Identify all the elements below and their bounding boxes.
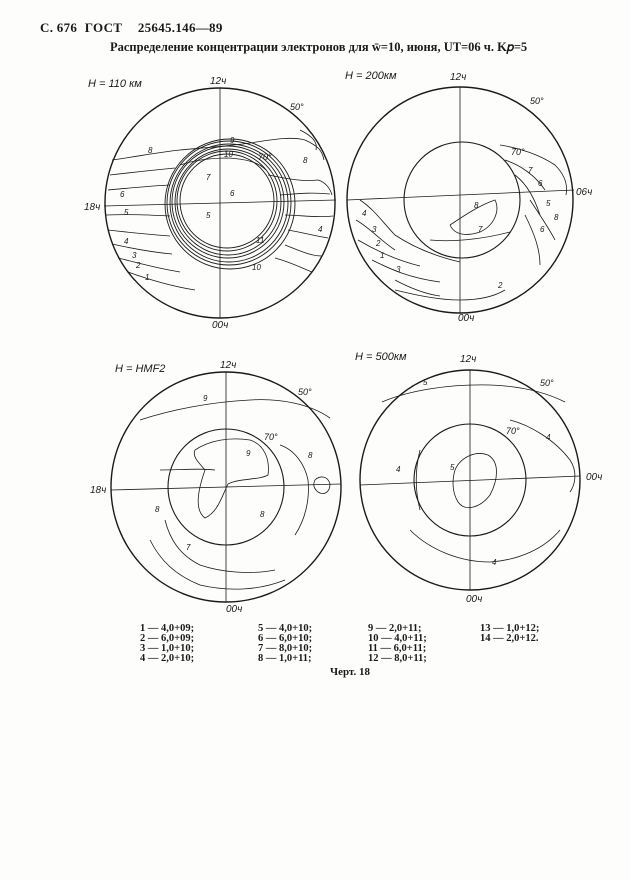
p1-label-7: 7 bbox=[206, 173, 211, 182]
figure-caption: Черт. 18 bbox=[330, 666, 371, 678]
panel-hmf2-lat-outer: 50° bbox=[298, 387, 312, 397]
p1-label-9: 9 bbox=[230, 136, 235, 145]
legend-entry: 8 — 1,0+11; bbox=[258, 653, 312, 664]
panel-h200-label: H = 200км bbox=[345, 70, 397, 82]
panel-h500-lat-inner: 70° bbox=[506, 426, 520, 436]
standard-name: ГОСТ bbox=[84, 20, 123, 35]
p1-label-6b: 6 bbox=[120, 190, 125, 199]
panel-h110-hour-top: 12ч bbox=[210, 76, 227, 87]
p3-label-7: 7 bbox=[186, 543, 191, 552]
p2-label-6b: 6 bbox=[540, 225, 545, 234]
panel-h200-lat-inner: 70° bbox=[511, 147, 525, 157]
legend bbox=[140, 624, 560, 664]
p1-label-2: 2 bbox=[136, 261, 141, 270]
p4-label-4b: 4 bbox=[396, 465, 401, 474]
panel-h110-label: H = 110 км bbox=[88, 78, 142, 90]
panel-hmf2-hour-left: 18ч bbox=[90, 485, 107, 496]
panel-h110-lat-inner: 70° bbox=[258, 152, 272, 162]
page-number: С. 676 bbox=[40, 20, 78, 35]
panel-h110-lat-outer: 50° bbox=[290, 102, 304, 112]
p1-label-10b: 10 bbox=[252, 263, 261, 272]
panel-h200-terminator bbox=[347, 190, 574, 200]
p1-label-4: 4 bbox=[124, 237, 129, 246]
legend-entry: 1 — 4,0+09; bbox=[140, 623, 195, 634]
panel-hmf2 bbox=[111, 372, 341, 602]
legend-entry: 10 — 4,0+11; bbox=[368, 633, 427, 644]
p4-label-4a: 4 bbox=[546, 433, 551, 442]
p2-label-2: 2 bbox=[376, 239, 381, 248]
legend-entry: 12 — 8,0+11; bbox=[368, 653, 427, 664]
p3-label-9b: 9 bbox=[246, 449, 251, 458]
p2-label-8: 8 bbox=[474, 201, 479, 210]
p1-label-10: 10 bbox=[224, 150, 233, 159]
legend-entry: 5 — 4,0+10; bbox=[258, 623, 313, 634]
legend-entry: 9 — 2,0+11; bbox=[368, 623, 422, 634]
panel-h200-hour-top: 12ч bbox=[450, 72, 467, 83]
legend-column-2 bbox=[258, 624, 312, 664]
legend-entry: 2 — 6,0+09; bbox=[140, 633, 195, 644]
p2-label-8b: 8 bbox=[554, 213, 559, 222]
p2-label-4: 4 bbox=[362, 209, 367, 218]
panel-h200 bbox=[347, 87, 574, 313]
standard-number: 25645.146—89 bbox=[137, 20, 223, 35]
p4-label-5a: 5 bbox=[423, 378, 428, 387]
p2-label-7: 7 bbox=[528, 166, 533, 175]
p3-label-9a: 9 bbox=[203, 394, 208, 403]
panel-hmf2-hour-bottom: 00ч bbox=[226, 604, 243, 615]
p1-label-11: 11 bbox=[256, 236, 265, 245]
panel-h200-hour-bottom: 00ч bbox=[458, 313, 475, 324]
legend-column-1 bbox=[140, 624, 194, 664]
legend-entry: 14 — 2,0+12. bbox=[480, 633, 539, 644]
p1-label-5: 5 bbox=[206, 211, 211, 220]
panel-h200-contours bbox=[356, 145, 567, 300]
panel-h500-hour-top: 12ч bbox=[460, 354, 477, 365]
panel-hmf2-lat-inner: 70° bbox=[264, 432, 278, 442]
p1-label-8b: 8 bbox=[303, 156, 308, 165]
panel-h500 bbox=[360, 370, 580, 590]
legend-entry: 3 — 1,0+10; bbox=[140, 643, 195, 654]
p4-label-5b: 5 bbox=[450, 463, 455, 472]
panel-h110-hour-left: 18ч bbox=[84, 202, 101, 213]
panel-h110-hour-bottom: 00ч bbox=[212, 320, 229, 331]
p3-label-8b: 8 bbox=[260, 510, 265, 519]
panel-h500-hour-right: 00ч bbox=[586, 472, 603, 483]
p1-label-3: 3 bbox=[132, 251, 137, 260]
p2-label-3: 3 bbox=[372, 225, 377, 234]
p3-label-8c: 8 bbox=[308, 451, 313, 460]
legend-entry: 11 — 6,0+11; bbox=[368, 643, 427, 654]
panel-h500-lat-outer: 50° bbox=[540, 378, 554, 388]
legend-entry: 4 — 2,0+10; bbox=[140, 653, 195, 664]
p2-label-5: 5 bbox=[546, 199, 551, 208]
p1-label-8a: 8 bbox=[148, 146, 153, 155]
p1-label-5b: 5 bbox=[124, 208, 129, 217]
panel-h200-inner-circle bbox=[404, 142, 520, 258]
legend-column-4 bbox=[480, 624, 539, 644]
p2-label-7b: 7 bbox=[478, 225, 483, 234]
panel-hmf2-label: H = HMF2 bbox=[115, 363, 166, 375]
legend-column-3 bbox=[368, 624, 427, 664]
p2-label-3b: 3 bbox=[396, 265, 401, 274]
panel-h500-hour-bottom: 00ч bbox=[466, 594, 483, 605]
legend-entry: 7 — 8,0+10; bbox=[258, 643, 313, 654]
panel-h200-hour-right: 06ч bbox=[576, 187, 593, 198]
panel-hmf2-contour-labels bbox=[155, 394, 313, 552]
p4-label-4c: 4 bbox=[492, 558, 497, 567]
legend-entry: 6 — 6,0+10; bbox=[258, 633, 313, 644]
p3-label-8a: 8 bbox=[155, 505, 160, 514]
p1-label-4b: 4 bbox=[318, 225, 323, 234]
panel-h500-label: H = 500км bbox=[355, 351, 407, 363]
panel-hmf2-hour-top: 12ч bbox=[220, 360, 237, 371]
p1-label-6: 6 bbox=[230, 189, 235, 198]
panel-h200-contour-labels bbox=[362, 166, 559, 290]
legend-entry: 13 — 1,0+12; bbox=[480, 623, 540, 634]
p2-label-1: 1 bbox=[380, 251, 385, 260]
p2-label-6: 6 bbox=[538, 179, 543, 188]
panel-h110 bbox=[104, 88, 336, 318]
figure-title: Распределение концентрации электронов для w̄=10, июня, UT=06 ч. K𝑝=5 bbox=[110, 40, 528, 54]
panel-h200-lat-outer: 50° bbox=[530, 96, 544, 106]
p2-label-2b: 2 bbox=[498, 281, 503, 290]
p1-label-1: 1 bbox=[145, 273, 150, 282]
